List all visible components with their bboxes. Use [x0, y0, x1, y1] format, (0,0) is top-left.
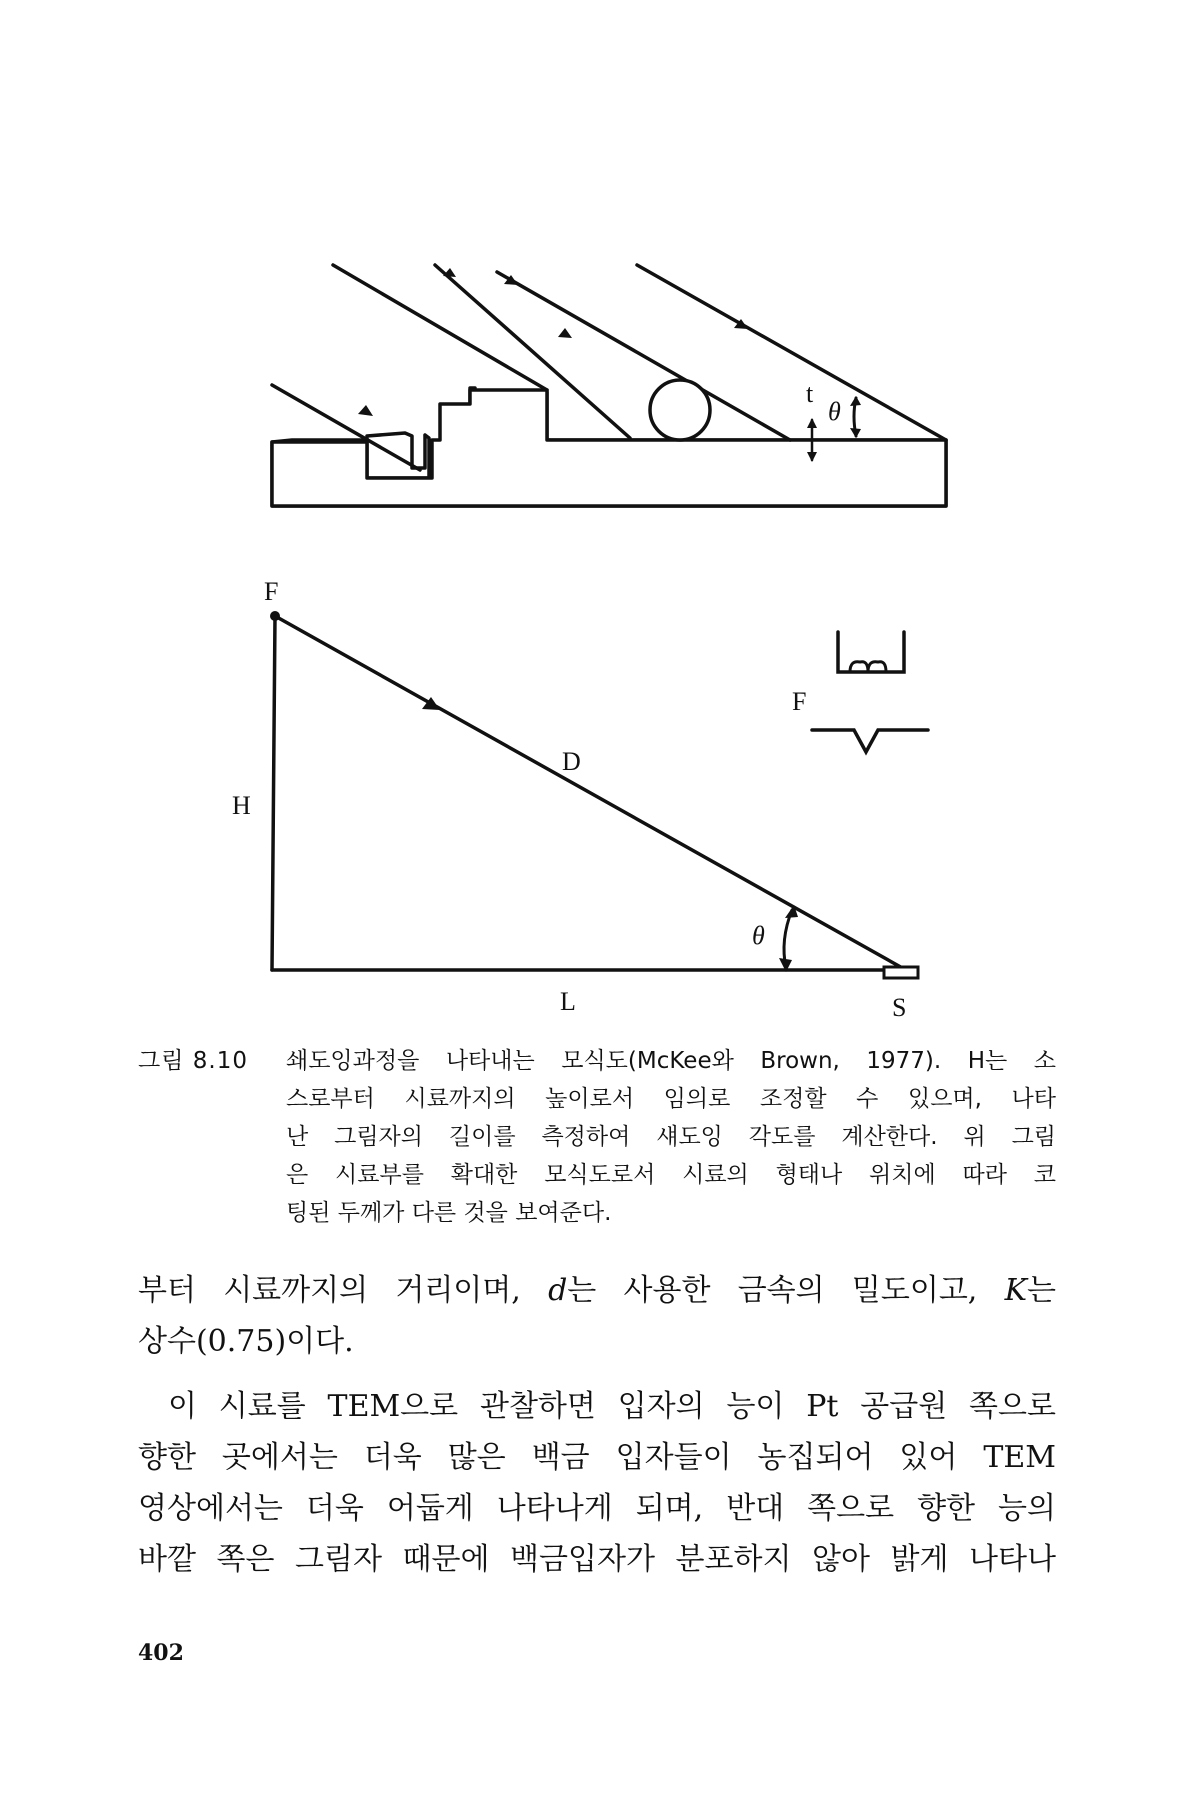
paragraph-line: 영상에서는 더욱 어둡게 나타나게 되며, 반대 쪽으로 향한 능의 — [138, 1491, 1056, 1526]
page-number: 402 — [138, 1640, 184, 1666]
height-line — [272, 616, 275, 970]
caption-line: 난 그림자의 길이를 측정하여 섀도잉 각도를 계산한다. 위 그림 — [286, 1124, 1056, 1150]
caption-line: 팅된 두께가 다른 것을 보여준다. — [286, 1200, 612, 1226]
filament-icon — [812, 632, 928, 752]
beam-arrows — [358, 268, 861, 462]
filament-point — [270, 611, 280, 621]
caption-line: 은 시료부를 확대한 모식도로서 시료의 형태나 위치에 따라 코 — [286, 1162, 1056, 1188]
filament-icon-label: F — [792, 687, 807, 716]
variable-d: d — [548, 1273, 568, 1308]
body-line-1-suffix: 는 — [1027, 1273, 1056, 1308]
caption-line: 스로부터 시료까지의 높이로서 임의로 조정할 수 있으며, 나타 — [286, 1086, 1056, 1112]
length-label: L — [560, 987, 576, 1016]
thickness-label: t — [806, 379, 814, 408]
geometry-triangle — [272, 616, 906, 970]
bottom-angle-label: θ — [752, 921, 765, 950]
distance-label: D — [562, 747, 581, 776]
particle — [650, 380, 710, 440]
substrate-outline — [272, 390, 946, 506]
height-label: H — [232, 791, 251, 820]
body-line-2: 상수(0.75)이다. — [138, 1324, 354, 1359]
caption-text — [286, 1042, 1056, 1232]
variable-k: K — [1004, 1273, 1028, 1308]
body-line-1-prefix: 부터 시료까지의 거리이며, — [138, 1273, 549, 1308]
sample-rect — [884, 967, 918, 978]
sample-label: S — [892, 993, 907, 1022]
body-text — [138, 1265, 1056, 1585]
caption-number: 그림 8.10 — [138, 1048, 248, 1074]
filament-point-label: F — [264, 577, 279, 606]
paragraph-line: 바깥 쪽은 그림자 때문에 백금입자가 분포하지 않아 밝게 나타나 — [138, 1542, 1056, 1577]
paragraph-line: 향한 곳에서는 더욱 많은 백금 입자들이 농집되어 있어 TEM — [138, 1440, 1056, 1475]
top-angle-label: θ — [828, 397, 841, 426]
caption-line: 쇄도잉과정을 나타내는 모식도(McKee와 Brown, 1977). H는 소 — [286, 1048, 1056, 1074]
paragraph-line: 이 시료를 TEM으로 관찰하면 입자의 능이 Pt 공급원 쪽으로 — [168, 1389, 1056, 1424]
specimen-schematic — [272, 265, 946, 506]
body-line-1-mid: 는 사용한 금속의 밀도이고, — [567, 1273, 1005, 1308]
distance-line — [275, 616, 906, 970]
body-line-1 — [138, 1265, 1056, 1316]
